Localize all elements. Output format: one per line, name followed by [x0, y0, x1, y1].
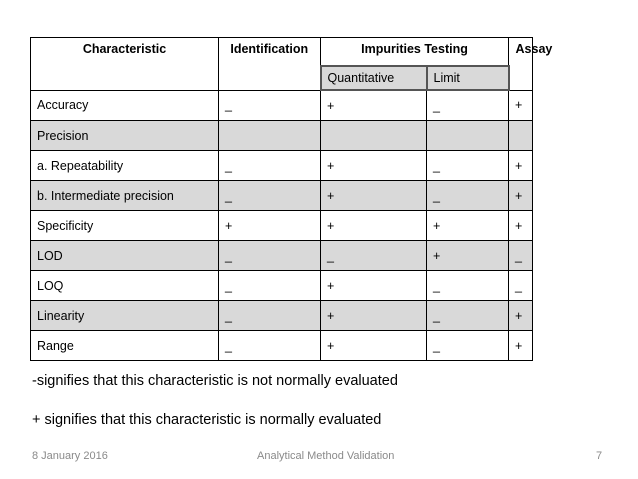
cell-limit: _ [427, 301, 509, 331]
footer-date: 8 January 2016 [32, 450, 108, 462]
row-label: b. Intermediate precision [31, 181, 219, 211]
cell-assay: _ [509, 241, 533, 271]
cell-identification: _ [219, 331, 321, 361]
table-row [31, 181, 533, 211]
note-plus: + signifies that this characteristic is normally evaluated [32, 412, 382, 428]
cell-assay: + [509, 151, 533, 181]
cell-quantitative: + [321, 211, 427, 241]
row-label: Accuracy [31, 90, 219, 121]
cell-quantitative: + [321, 90, 427, 121]
cell-assay: + [509, 331, 533, 361]
cell-assay: _ [509, 271, 533, 301]
cell-assay: + [509, 181, 533, 211]
table-row [31, 121, 533, 151]
cell-identification: _ [219, 151, 321, 181]
cell-limit: + [427, 241, 509, 271]
table-row [31, 271, 533, 301]
row-label: Range [31, 331, 219, 361]
table-row [31, 241, 533, 271]
row-label: Specificity [31, 211, 219, 241]
cell-identification [219, 121, 321, 151]
cell-quantitative: + [321, 151, 427, 181]
cell-identification: _ [219, 241, 321, 271]
row-label: Linearity [31, 301, 219, 331]
cell-limit: _ [427, 181, 509, 211]
footer-page-number: 7 [596, 450, 603, 462]
cell-assay: + [509, 90, 533, 121]
cell-assay: + [509, 301, 533, 331]
cell-limit: _ [427, 271, 509, 301]
cell-identification: _ [219, 271, 321, 301]
cell-limit [427, 121, 509, 151]
header-impurities-testing: Impurities Testing [321, 38, 509, 67]
cell-assay: + [509, 211, 533, 241]
cell-limit: + [427, 211, 509, 241]
row-label: Precision [31, 121, 219, 151]
table-row [31, 151, 533, 181]
cell-identification: _ [219, 301, 321, 331]
subheader-limit: Limit [427, 66, 509, 90]
cell-identification: _ [219, 90, 321, 121]
cell-quantitative: + [321, 331, 427, 361]
table-row [31, 211, 533, 241]
cell-identification: + [219, 211, 321, 241]
row-label: LOQ [31, 271, 219, 301]
header-characteristic: Characteristic [31, 38, 219, 91]
cell-limit: _ [427, 151, 509, 181]
subheader-quantitative: Quantitative [321, 66, 427, 90]
row-label: LOD [31, 241, 219, 271]
cell-quantitative: _ [321, 241, 427, 271]
cell-quantitative: + [321, 181, 427, 211]
cell-limit: _ [427, 331, 509, 361]
cell-identification: _ [219, 181, 321, 211]
validation-table [30, 37, 553, 361]
row-label: a. Repeatability [31, 151, 219, 181]
cell-limit: _ [427, 90, 509, 121]
cell-quantitative: + [321, 301, 427, 331]
table-row [31, 301, 533, 331]
header-assay: Assay [509, 38, 533, 91]
cell-quantitative: + [321, 271, 427, 301]
footer-title: Analytical Method Validation [257, 450, 395, 462]
table-row [31, 331, 533, 361]
cell-quantitative [321, 121, 427, 151]
table-row [31, 90, 533, 121]
note-minus: -signifies that this characteristic is not normally evaluated [32, 373, 398, 389]
header-identification: Identification [219, 38, 321, 91]
cell-assay [509, 121, 533, 151]
